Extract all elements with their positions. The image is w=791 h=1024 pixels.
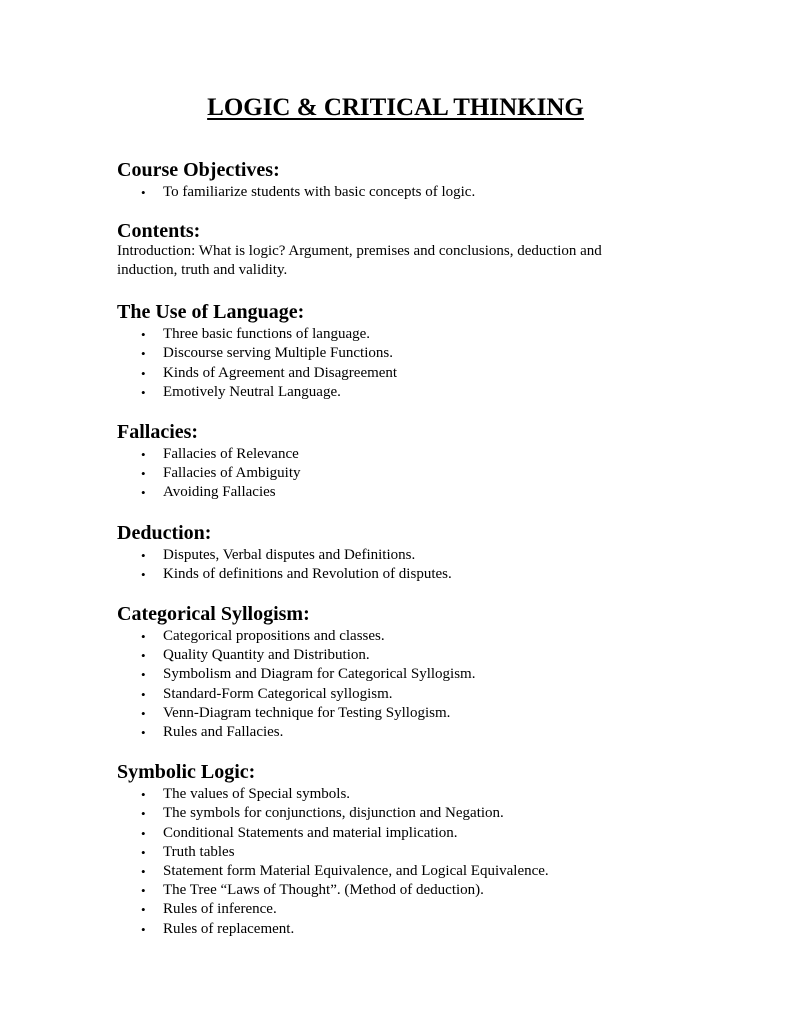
list-item (117, 804, 677, 823)
section-heading: Course Objectives: (117, 159, 280, 181)
list-item-text: Rules and Fallacies. (163, 724, 284, 741)
section-heading: The Use of Language: (117, 301, 305, 324)
bullet-icon: • (141, 825, 146, 841)
bullet-icon: • (141, 902, 146, 918)
section-heading: Categorical Syllogism: (117, 603, 310, 626)
document-title: LOGIC & CRITICAL THINKING (207, 94, 584, 121)
bullet-icon: • (141, 667, 146, 683)
list-item-text: Venn-Diagram technique for Testing Syllogism. (163, 704, 451, 721)
bullet-icon: • (141, 466, 146, 482)
list-item (117, 900, 677, 919)
list-item (117, 704, 677, 723)
bullet-list (117, 325, 677, 402)
list-item (117, 344, 677, 363)
bullet-list (117, 183, 677, 202)
bullet-icon: • (141, 365, 146, 381)
section-contents (117, 219, 677, 280)
list-item-text: Fallacies of Relevance (163, 446, 299, 463)
bullet-icon: • (141, 629, 146, 645)
bullet-icon: • (141, 806, 146, 822)
contents-paragraph (117, 242, 677, 280)
list-item-text: The Tree “Laws of Thought”. (Method of deduction). (163, 882, 484, 899)
list-item-text: Rules of inference. (163, 901, 277, 918)
bullet-icon: • (141, 185, 146, 200)
section-use-of-language (117, 300, 677, 402)
list-item (117, 723, 677, 742)
list-item (117, 565, 677, 584)
list-item-text: Conditional Statements and material implication. (163, 824, 458, 841)
list-item-text: Discourse serving Multiple Functions. (163, 345, 393, 362)
bullet-icon: • (141, 725, 146, 741)
list-item (117, 445, 677, 464)
bullet-icon: • (141, 844, 146, 860)
bullet-list (117, 445, 677, 503)
list-item-text: Rules of replacement. (163, 920, 295, 937)
list-item (117, 627, 677, 646)
bullet-icon: • (141, 547, 146, 563)
list-item (117, 685, 677, 704)
list-item-text: Disputes, Verbal disputes and Definitions. (163, 546, 416, 563)
list-item (117, 785, 677, 804)
list-item-text: Symbolism and Diagram for Categorical Syllogism. (163, 666, 476, 683)
bullet-list (117, 785, 677, 939)
bullet-icon: • (141, 327, 146, 343)
section-heading: Symbolic Logic: (117, 761, 256, 784)
bullet-icon: • (141, 705, 146, 721)
list-item-text: Avoiding Fallacies (163, 484, 276, 501)
list-item (117, 183, 677, 202)
bullet-icon: • (141, 787, 146, 803)
bullet-icon: • (141, 447, 146, 463)
document-body (117, 158, 677, 939)
bullet-icon: • (141, 485, 146, 501)
section-deduction (117, 521, 677, 584)
list-item (117, 862, 677, 881)
bullet-icon: • (141, 686, 146, 702)
list-item (117, 364, 677, 383)
section-symbolic-logic (117, 760, 677, 939)
bullet-icon: • (141, 921, 146, 937)
list-item-text: Statement form Material Equivalence, and Logical Equivalence. (163, 863, 549, 880)
list-item-text: Truth tables (163, 843, 235, 860)
list-item (117, 665, 677, 684)
bullet-icon: • (141, 883, 146, 899)
list-item-text: Kinds of definitions and Revolution of disputes. (163, 565, 452, 582)
list-item-text: Kinds of Agreement and Disagreement (163, 364, 398, 381)
bullet-icon: • (141, 384, 146, 400)
list-item (117, 824, 677, 843)
list-item (117, 920, 677, 939)
list-item-text: The symbols for conjunctions, disjunction and Negation. (163, 805, 504, 822)
bullet-icon: • (141, 346, 146, 362)
paragraph-line: Introduction: What is logic? Argument, premises and conclusions, deduction and (117, 243, 602, 260)
list-item (117, 881, 677, 900)
list-item-text: Three basic functions of language. (163, 326, 371, 343)
list-item (117, 383, 677, 402)
bullet-list (117, 627, 677, 742)
list-item (117, 546, 677, 565)
bullet-icon: • (141, 648, 146, 664)
bullet-icon: • (141, 566, 146, 582)
list-item (117, 483, 677, 502)
list-item-text: Categorical propositions and classes. (163, 628, 385, 645)
section-course-objectives (117, 158, 677, 202)
list-item-text: Standard-Form Categorical syllogism. (163, 685, 393, 702)
section-fallacies (117, 420, 677, 503)
bullet-list (117, 546, 677, 584)
list-item-text: To familiarize students with basic concepts of logic. (163, 184, 476, 200)
list-item-text: The values of Special symbols. (163, 786, 351, 803)
list-item (117, 646, 677, 665)
section-heading: Fallacies: (117, 421, 199, 444)
section-heading: Contents: (117, 220, 201, 243)
section-heading: Deduction: (117, 521, 212, 544)
list-item (117, 464, 677, 483)
bullet-icon: • (141, 864, 146, 880)
paragraph-line: induction, truth and validity. (117, 262, 288, 279)
list-item-text: Emotively Neutral Language. (163, 383, 341, 400)
list-item-text: Quality Quantity and Distribution. (163, 647, 370, 664)
list-item (117, 325, 677, 344)
list-item (117, 843, 677, 862)
list-item-text: Fallacies of Ambiguity (163, 465, 301, 482)
section-categorical-syllogism (117, 602, 677, 742)
